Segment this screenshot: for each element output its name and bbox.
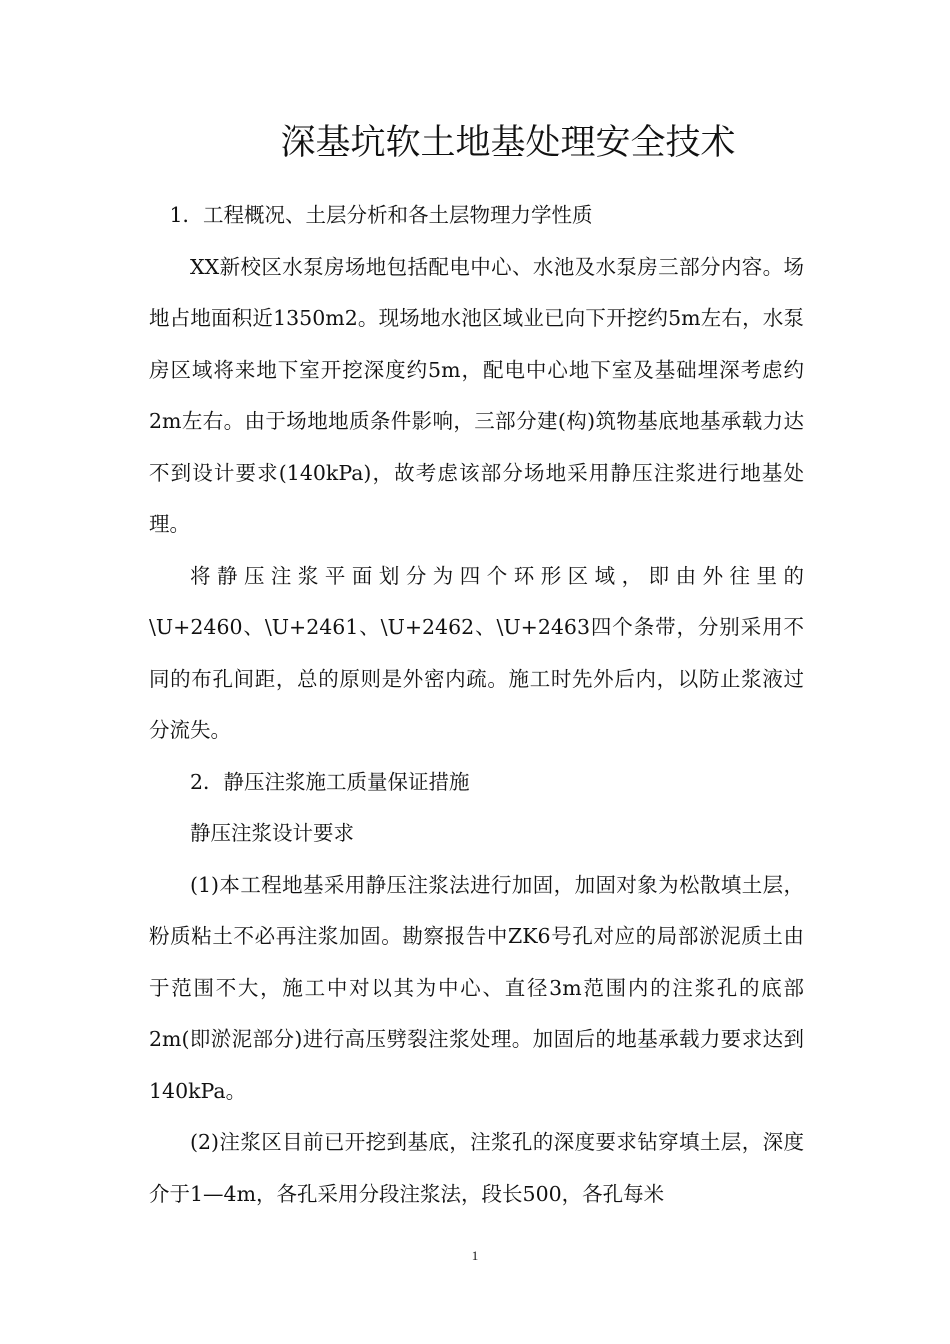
section-heading-1: 1．工程概况、土层分析和各土层物理力学性质 xyxy=(169,203,593,227)
document-body xyxy=(149,190,804,1220)
paragraph-project-overview: XX新校区水泵房场地包括配电中心、水池及水泵房三部分内容。场地占地面积近1350m2。现场地水池区域业已向下开挖约5m左右，水泵房区域将来地下室开挖深度约5m，配电中心地下室及基础埋深考虑约2m左右。由于场地地质条件影响，三部分建(构)筑物基底地基承载力达不到设计要求(140kPa)，故考虑该部分场地采用静压注浆进行地基处理。 xyxy=(149,254,804,536)
subsection-heading: 静压注浆设计要求 xyxy=(190,821,354,845)
document-title: 深基坑软土地基处理安全技术 xyxy=(280,123,736,163)
section-heading-2: 2．静压注浆施工质量保证措施 xyxy=(190,769,470,794)
page-number: 1 xyxy=(471,1248,479,1263)
paragraph-zone-division: 将静压注浆平面划分为四个环形区域，即由外往里的\U+2460、\U+2461、\U+2462、\U+2463四个条带，分别采用不同的布孔间距，总的原则是外密内疏。施工时先外后内，以防止浆液过分流失。 xyxy=(149,563,804,742)
paragraph-requirement-2: (2)注浆区目前已开挖到基底，注浆孔的深度要求钻穿填土层，深度介于1—4m，各孔采用分段注浆法，段长500，各孔每米 xyxy=(149,1130,804,1206)
paragraph-requirement-1: (1)本工程地基采用静压注浆法进行加固，加固对象为松散填土层，粉质粘土不必再注浆加固。勘察报告中ZK6号孔对应的局部淤泥质土由于范围不大，施工中对以其为中心、直径3m范围内的注浆孔的底部2m(即淤泥部分)进行高压劈裂注浆处理。加固后的地基承载力要求达到140kPa。 xyxy=(149,872,804,1103)
